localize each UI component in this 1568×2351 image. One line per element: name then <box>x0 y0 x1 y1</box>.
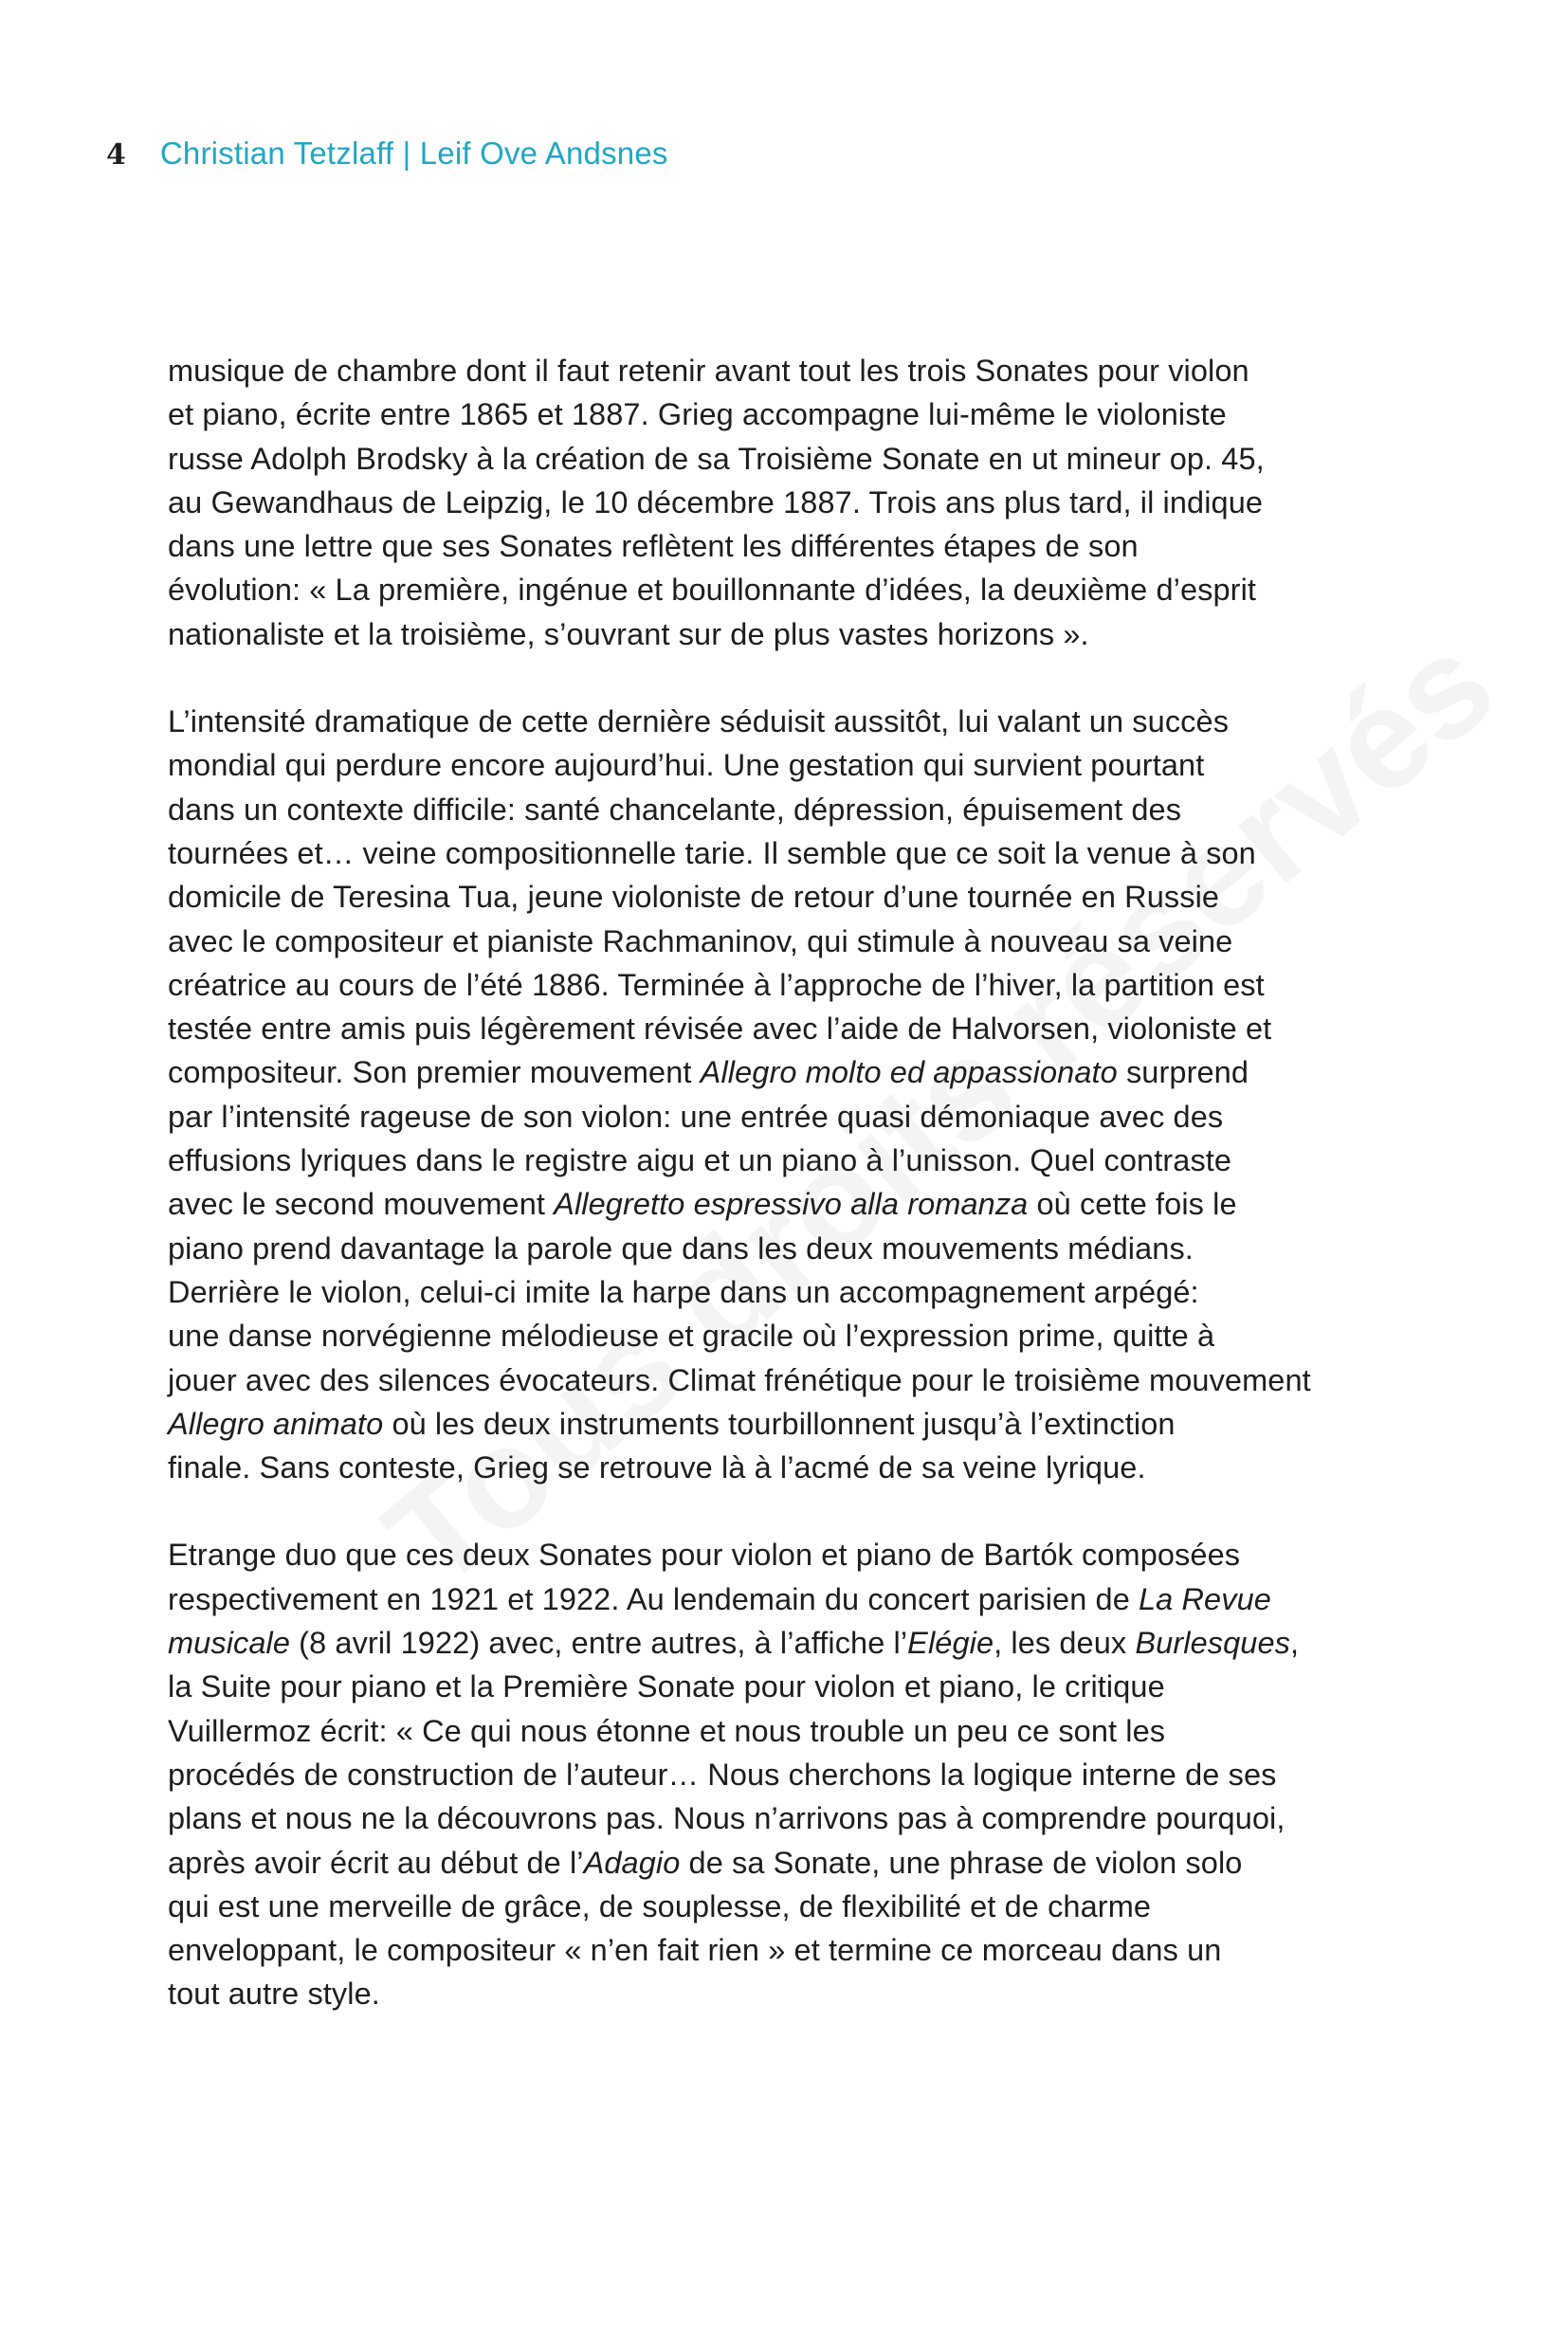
text-line <box>168 788 1410 831</box>
text-line <box>168 437 1410 481</box>
text-line <box>168 1402 1410 1446</box>
italic-title: Allegro animato <box>168 1406 384 1441</box>
text-run: dans un contexte difficile: santé chancelante, dépression, épuisement des <box>168 792 1182 827</box>
text-run: effusions lyriques dans le registre aigu et un piano à l’unisson. Quel contraste <box>168 1143 1232 1178</box>
paragraph <box>168 700 1410 1489</box>
italic-title: Burlesques <box>1135 1626 1290 1661</box>
text-run: testée entre amis puis légèrement révisée avec l’aide de Halvorsen, violoniste et <box>168 1011 1272 1047</box>
text-line <box>168 1753 1410 1796</box>
text-line <box>168 568 1410 611</box>
text-line <box>168 963 1410 1007</box>
text-run: (8 avril 1922) avec, entre autres, à l’affiche l’ <box>290 1626 908 1661</box>
text-run: enveloppant, le compositeur « n’en fait rien » et termine ce morceau dans un <box>168 1933 1222 1968</box>
text-line <box>168 1446 1410 1489</box>
text-run: nationaliste et la troisième, s’ouvrant sur de plus vastes horizons ». <box>168 616 1089 651</box>
text-run: après avoir écrit au début de l’ <box>168 1845 584 1880</box>
text-line <box>168 1621 1410 1665</box>
italic-title: musicale <box>168 1626 291 1661</box>
text-line <box>168 1358 1410 1402</box>
paragraph <box>168 349 1410 656</box>
text-run: piano prend davantage la parole que dans les deux mouvements médians. <box>168 1230 1194 1266</box>
text-run: finale. Sans conteste, Grieg se retrouve là à l’acmé de sa veine lyrique. <box>168 1450 1146 1485</box>
text-run: dans une lettre que ses Sonates reflètent les différentes étapes de son <box>168 529 1139 564</box>
text-run: Etrange duo que ces deux Sonates pour violon et piano de Bartók composées <box>168 1538 1241 1573</box>
text-run: tournées et… veine compositionnelle tarie. Il semble que ce soit la venue à son <box>168 835 1256 870</box>
text-line <box>168 612 1410 656</box>
text-line <box>168 1885 1410 1928</box>
text-run: domicile de Teresina Tua, jeune violoniste de retour d’une tournée en Russie <box>168 880 1220 915</box>
text-line <box>168 1182 1410 1226</box>
text-run: avec le second mouvement <box>168 1187 555 1222</box>
text-line <box>168 1709 1410 1753</box>
text-run: qui est une merveille de grâce, de souplesse, de flexibilité et de charme <box>168 1888 1152 1923</box>
text-line <box>168 1665 1410 1708</box>
italic-title: La Revue <box>1139 1581 1271 1616</box>
text-run: évolution: « La première, ingénue et bouillonnante d’idées, la deuxième d’esprit <box>168 573 1257 608</box>
text-run: tout autre style. <box>168 1977 380 2012</box>
text-run: de sa Sonate, une phrase de violon solo <box>680 1845 1243 1880</box>
text-line <box>168 1841 1410 1885</box>
text-line <box>168 1139 1410 1182</box>
text-line <box>168 1227 1410 1270</box>
text-run: surprend <box>1117 1055 1249 1090</box>
text-run: jouer avec des silences évocateurs. Climat frénétique pour le troisième mouvement <box>168 1362 1311 1397</box>
text-line <box>168 700 1410 743</box>
page-number: 4 <box>106 138 126 172</box>
text-line <box>168 831 1410 875</box>
text-line <box>168 1007 1410 1050</box>
text-line <box>168 743 1410 787</box>
text-run: , <box>1289 1626 1300 1661</box>
text-run: , les deux <box>994 1626 1136 1661</box>
text-run: L’intensité dramatique de cette dernière séduisit aussitôt, lui valant un succès <box>168 704 1230 739</box>
text-run: russe Adolph Brodsky à la création de sa Troisième Sonate en ut mineur op. 45, <box>168 441 1265 476</box>
text-line <box>168 1314 1410 1358</box>
text-run: au Gewandhaus de Leipzig, le 10 décembre 1887. Trois ans plus tard, il indique <box>168 484 1264 519</box>
italic-title: Elégie <box>907 1626 994 1661</box>
text-line <box>168 1972 1410 2015</box>
text-run: musique de chambre dont il faut retenir avant tout les trois Sonates pour violon <box>168 354 1249 388</box>
text-line <box>168 481 1410 524</box>
text-line <box>168 1095 1410 1139</box>
text-run: où les deux instruments tourbillonnent jusqu’à l’extinction <box>383 1406 1176 1441</box>
article-body <box>168 349 1410 2016</box>
text-line <box>168 1796 1410 1840</box>
italic-title: Adagio <box>583 1845 681 1880</box>
italic-title: Allegro molto ed appassionato <box>700 1055 1118 1090</box>
text-line <box>168 1050 1410 1094</box>
text-line <box>168 524 1410 568</box>
text-line <box>168 920 1410 963</box>
text-line <box>168 1928 1410 1972</box>
text-run: compositeur. Son premier mouvement <box>168 1055 701 1090</box>
text-run: mondial qui perdure encore aujourd’hui. Une gestation qui survient pourtant <box>168 748 1205 783</box>
text-run: avec le compositeur et pianiste Rachmaninov, qui stimule à nouveau sa veine <box>168 923 1233 958</box>
text-run: où cette fois le <box>1028 1187 1237 1222</box>
text-run: créatrice au cours de l’été 1886. Terminée à l’approche de l’hiver, la partition est <box>168 967 1265 1002</box>
text-run: Vuillermoz écrit: « Ce qui nous étonne et nous trouble un peu ce sont les <box>168 1713 1166 1748</box>
text-run: une danse norvégienne mélodieuse et gracile où l’expression prime, quitte à <box>168 1319 1215 1354</box>
text-run: la Suite pour piano et la Première Sonate pour violon et piano, le critique <box>168 1669 1165 1704</box>
text-run: et piano, écrite entre 1865 et 1887. Grieg accompagne lui-même le violoniste <box>168 397 1227 432</box>
paragraph <box>168 1533 1410 2015</box>
text-line <box>168 1270 1410 1314</box>
page-header <box>106 136 668 183</box>
text-line <box>168 392 1410 436</box>
text-run: respectivement en 1921 et 1922. Au lendemain du concert parisien de <box>168 1581 1139 1616</box>
text-run: procédés de construction de l’auteur… Nous cherchons la logique interne de ses <box>168 1757 1277 1792</box>
text-run: plans et nous ne la découvrons pas. Nous n’arrivons pas à comprendre pourquoi, <box>168 1801 1285 1836</box>
running-head: Christian Tetzlaff | Leif Ove Andsnes <box>159 136 668 171</box>
text-run: Derrière le violon, celui-ci imite la harpe dans un accompagnement arpégé: <box>168 1274 1199 1309</box>
text-run: par l’intensité rageuse de son violon: une entrée quasi démoniaque avec des <box>168 1099 1224 1134</box>
text-line <box>168 1577 1410 1621</box>
italic-title: Allegretto espressivo alla romanza <box>554 1187 1029 1222</box>
text-line <box>168 1533 1410 1576</box>
text-line <box>168 875 1410 919</box>
text-line <box>168 349 1410 392</box>
